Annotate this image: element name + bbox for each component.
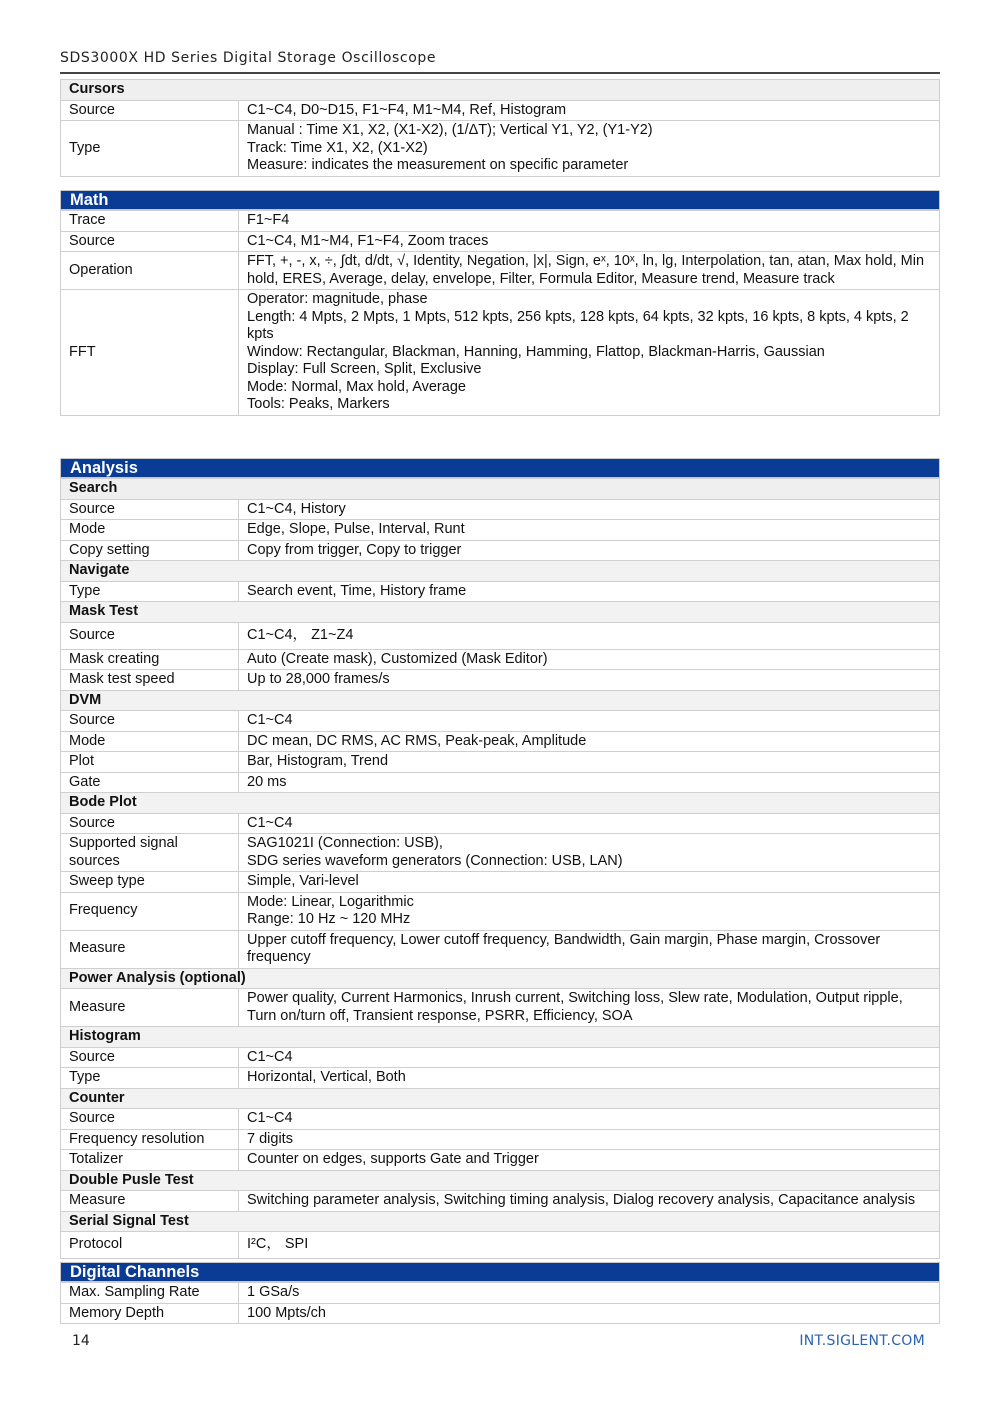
spec-value: C1~C4: [239, 813, 940, 834]
spec-label: Mask test speed: [61, 670, 239, 691]
subsection-title: Navigate: [61, 561, 940, 582]
spec-value: C1~C4, D0~D15, F1~F4, M1~M4, Ref, Histogram: [239, 100, 940, 121]
spec-row: [61, 872, 940, 893]
subsection-heading: [61, 602, 940, 623]
section-title: Analysis: [60, 458, 940, 478]
spec-row: [61, 670, 940, 691]
subsection-heading: [61, 80, 940, 101]
spec-row: [61, 649, 940, 670]
spec-value: Upper cutoff frequency, Lower cutoff frequency, Bandwidth, Gain margin, Phase margin, Crossover frequency: [239, 930, 940, 968]
spec-value: SAG1021I (Connection: USB), SDG series waveform generators (Connection: USB, LAN): [239, 834, 940, 872]
spec-label: Protocol: [61, 1232, 239, 1259]
spec-label: Source: [61, 1109, 239, 1130]
spec-label: Supported signal sources: [61, 834, 239, 872]
spec-value: DC mean, DC RMS, AC RMS, Peak-peak, Amplitude: [239, 731, 940, 752]
subsection-title: Cursors: [61, 80, 940, 101]
subsection-title: DVM: [61, 690, 940, 711]
spec-label: FFT: [61, 290, 239, 416]
spec-value: Horizontal, Vertical, Both: [239, 1068, 940, 1089]
spec-label: Totalizer: [61, 1150, 239, 1171]
subsection-title: Counter: [61, 1088, 940, 1109]
spec-label: Source: [61, 622, 239, 649]
spec-label: Operation: [61, 252, 239, 290]
analysis-table: [60, 478, 940, 1259]
spec-value: C1~C4, M1~M4, F1~F4, Zoom traces: [239, 231, 940, 252]
math-table: [60, 210, 940, 416]
spec-row: [61, 892, 940, 930]
spec-row: [61, 520, 940, 541]
spec-value: FFT, +, -, x, ÷, ∫dt, d/dt, √, Identity, Negation, |x|, Sign, eˣ, 10ˣ, ln, lg, Interpolation, tan, atan, Max hold, Min hold, ERES, Average, delay, envelope, Filter, Formula Editor, Measure trend, Measure track: [239, 252, 940, 290]
spec-value: C1~C4， Z1~Z4: [239, 622, 940, 649]
spec-label: Memory Depth: [61, 1303, 239, 1324]
spec-label: Source: [61, 813, 239, 834]
spec-row: [61, 930, 940, 968]
subsection-heading: [61, 690, 940, 711]
spec-row: [61, 211, 940, 232]
spec-row: [61, 1047, 940, 1068]
section-digital-channels: [60, 1262, 940, 1324]
spec-value: Counter on edges, supports Gate and Trigger: [239, 1150, 940, 1171]
subsection-title: Power Analysis (optional): [61, 968, 940, 989]
subsection-heading: [61, 1027, 940, 1048]
spec-label: Frequency: [61, 892, 239, 930]
spec-value: Search event, Time, History frame: [239, 581, 940, 602]
spec-label: Type: [61, 121, 239, 177]
spec-row: [61, 731, 940, 752]
spec-value: Bar, Histogram, Trend: [239, 752, 940, 773]
page-number: 14: [72, 1333, 90, 1349]
spec-value: Switching parameter analysis, Switching timing analysis, Dialog recovery analysis, Capacitance analysis: [239, 1191, 940, 1212]
subsection-heading: [61, 968, 940, 989]
spec-label: Frequency resolution: [61, 1129, 239, 1150]
subsection-heading: [61, 479, 940, 500]
spec-row: [61, 1191, 940, 1212]
spec-row: [61, 121, 940, 177]
section-analysis: [60, 458, 940, 1259]
spec-row: [61, 813, 940, 834]
spec-value: Power quality, Current Harmonics, Inrush current, Switching loss, Slew rate, Modulation, Output ripple, Turn on/turn off, Transient response, PSRR, Efficiency, SOA: [239, 989, 940, 1027]
spec-label: Source: [61, 100, 239, 121]
spec-label: Mode: [61, 731, 239, 752]
subsection-heading: [61, 1170, 940, 1191]
spec-label: Measure: [61, 930, 239, 968]
digital-table: [60, 1282, 940, 1324]
spec-label: Measure: [61, 989, 239, 1027]
spec-row: [61, 540, 940, 561]
spec-label: Type: [61, 581, 239, 602]
spec-value: Simple, Vari-level: [239, 872, 940, 893]
spec-value: 7 digits: [239, 1129, 940, 1150]
page-header: SDS3000X HD Series Digital Storage Oscilloscope: [60, 50, 940, 74]
spec-row: [61, 1232, 940, 1259]
spec-value: Operator: magnitude, phase Length: 4 Mpts, 2 Mpts, 1 Mpts, 512 kpts, 256 kpts, 128 kpts, 64 kpts, 32 kpts, 16 kpts, 8 kpts, 4 kpts, 2 kpts Window: Rectangular, Blackman, Hanning, Hamming, Flattop, Blackman-Harris, Gaussian Display: Full Screen, Split, Exclusive Mode: Normal, Max hold, Average Tools: Peaks, Markers: [239, 290, 940, 416]
spec-value: I²C， SPI: [239, 1232, 940, 1259]
subsection-heading: [61, 561, 940, 582]
spec-label: Type: [61, 1068, 239, 1089]
spec-row: [61, 1068, 940, 1089]
spec-value: F1~F4: [239, 211, 940, 232]
spec-row: [61, 1150, 940, 1171]
spec-row: [61, 1129, 940, 1150]
subsection-title: Search: [61, 479, 940, 500]
spec-label: Plot: [61, 752, 239, 773]
subsection-title: Mask Test: [61, 602, 940, 623]
spec-label: Source: [61, 1047, 239, 1068]
spec-row: [61, 231, 940, 252]
spec-value: C1~C4: [239, 1109, 940, 1130]
subsection-title: Bode Plot: [61, 793, 940, 814]
spec-row: [61, 1109, 940, 1130]
spec-label: Gate: [61, 772, 239, 793]
subsection-title: Histogram: [61, 1027, 940, 1048]
spec-value: Up to 28,000 frames/s: [239, 670, 940, 691]
spec-value: Manual : Time X1, X2, (X1-X2), (1/ΔT); Vertical Y1, Y2, (Y1-Y2) Track: Time X1, X2, (X1-X2) Measure: indicates the measurement on specific parameter: [239, 121, 940, 177]
spec-row: [61, 581, 940, 602]
spec-label: Copy setting: [61, 540, 239, 561]
section-cursors: [60, 79, 940, 177]
spec-label: Source: [61, 711, 239, 732]
spec-row: [61, 1283, 940, 1304]
section-title: Math: [60, 190, 940, 210]
spec-label: Mode: [61, 520, 239, 541]
spec-row: [61, 290, 940, 416]
spec-value: 1 GSa/s: [239, 1283, 940, 1304]
spec-value: Edge, Slope, Pulse, Interval, Runt: [239, 520, 940, 541]
spec-row: [61, 100, 940, 121]
spec-value: Mode: Linear, Logarithmic Range: 10 Hz ~ 120 MHz: [239, 892, 940, 930]
section-math: [60, 190, 940, 416]
subsection-heading: [61, 793, 940, 814]
subsection-title: Double Pusle Test: [61, 1170, 940, 1191]
spec-label: Sweep type: [61, 872, 239, 893]
spec-value: Copy from trigger, Copy to trigger: [239, 540, 940, 561]
spec-row: [61, 1303, 940, 1324]
spec-label: Max. Sampling Rate: [61, 1283, 239, 1304]
spec-row: [61, 989, 940, 1027]
subsection-heading: [61, 1088, 940, 1109]
spec-row: [61, 252, 940, 290]
spec-value: 100 Mpts/ch: [239, 1303, 940, 1324]
spec-label: Mask creating: [61, 649, 239, 670]
spec-value: C1~C4, History: [239, 499, 940, 520]
spec-value: C1~C4: [239, 711, 940, 732]
spec-label: Source: [61, 499, 239, 520]
spec-value: C1~C4: [239, 1047, 940, 1068]
spec-row: [61, 752, 940, 773]
subsection-title: Serial Signal Test: [61, 1211, 940, 1232]
spec-label: Source: [61, 231, 239, 252]
website-link[interactable]: INT.SIGLENT.COM: [799, 1333, 925, 1349]
spec-row: [61, 622, 940, 649]
spec-value: 20 ms: [239, 772, 940, 793]
cursors-table: [60, 79, 940, 177]
spec-row: [61, 834, 940, 872]
spec-row: [61, 711, 940, 732]
subsection-heading: [61, 1211, 940, 1232]
spec-label: Measure: [61, 1191, 239, 1212]
spec-label: Trace: [61, 211, 239, 232]
spec-value: Auto (Create mask), Customized (Mask Editor): [239, 649, 940, 670]
spec-row: [61, 499, 940, 520]
section-title: Digital Channels: [60, 1262, 940, 1282]
spec-row: [61, 772, 940, 793]
